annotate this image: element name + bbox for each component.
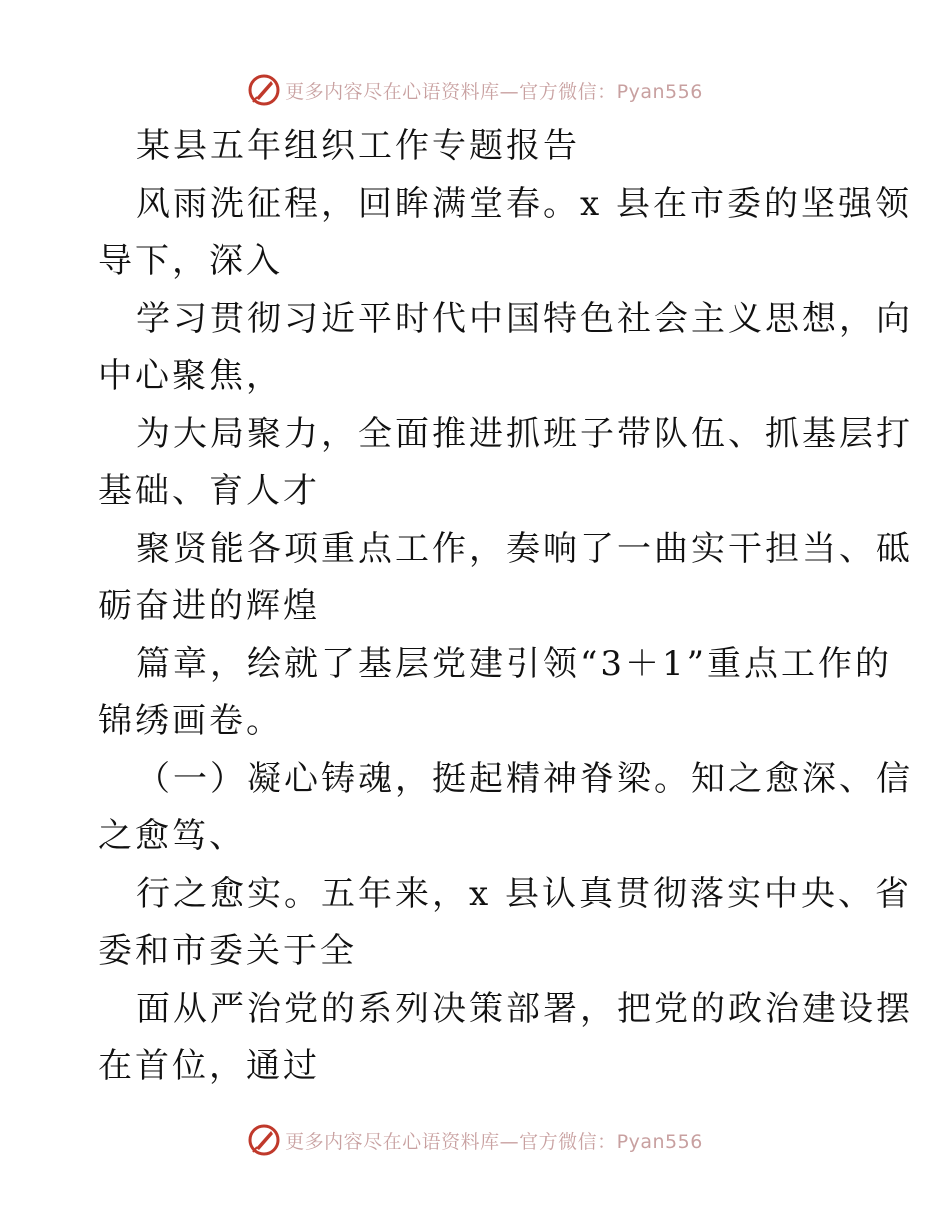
document-line: 之愈笃、	[98, 816, 246, 856]
document-line: 中心聚焦，	[98, 356, 283, 396]
document-line: 篇章，绘就了基层党建引领“3＋1”重点工作的	[136, 643, 893, 684]
header-banner-text: 更多内容尽在心语资料库—官方微信：Pyan556	[285, 80, 703, 103]
document-line: 在首位，通过	[98, 1046, 320, 1086]
document-line: 锦绣画卷。	[98, 701, 283, 741]
document-line: 委和市委关于全	[98, 931, 357, 971]
document-line: 行之愈实。五年来，x 县认真贯彻落实中央、省	[136, 873, 912, 914]
document-line: 为大局聚力，全面推进抓班子带队伍、抓基层打	[136, 413, 913, 454]
document-line: 聚贤能各项重点工作，奏响了一曲实干担当、砥	[136, 528, 913, 569]
quill-logo-icon	[247, 73, 281, 107]
quill-logo-icon	[247, 1123, 281, 1157]
document-line: 基础、育人才	[98, 471, 320, 511]
document-body	[98, 118, 913, 1096]
document-line: 学习贯彻习近平时代中国特色社会主义思想，向	[136, 298, 913, 339]
document-line: （一）凝心铸魂，挺起精神脊梁。知之愈深、信	[136, 758, 913, 799]
document-line: 砺奋进的辉煌	[98, 586, 320, 626]
header-banner	[0, 70, 950, 110]
document-line: 某县五年组织工作专题报告	[136, 126, 580, 166]
document-line: 导下，深入	[98, 241, 283, 281]
document-line: 风雨洗征程，回眸满堂春。x 县在市委的坚强领	[136, 183, 912, 224]
footer-banner	[0, 1120, 950, 1160]
footer-banner-text: 更多内容尽在心语资料库—官方微信：Pyan556	[285, 1130, 703, 1153]
document-line: 面从严治党的系列决策部署，把党的政治建设摆	[136, 988, 913, 1029]
